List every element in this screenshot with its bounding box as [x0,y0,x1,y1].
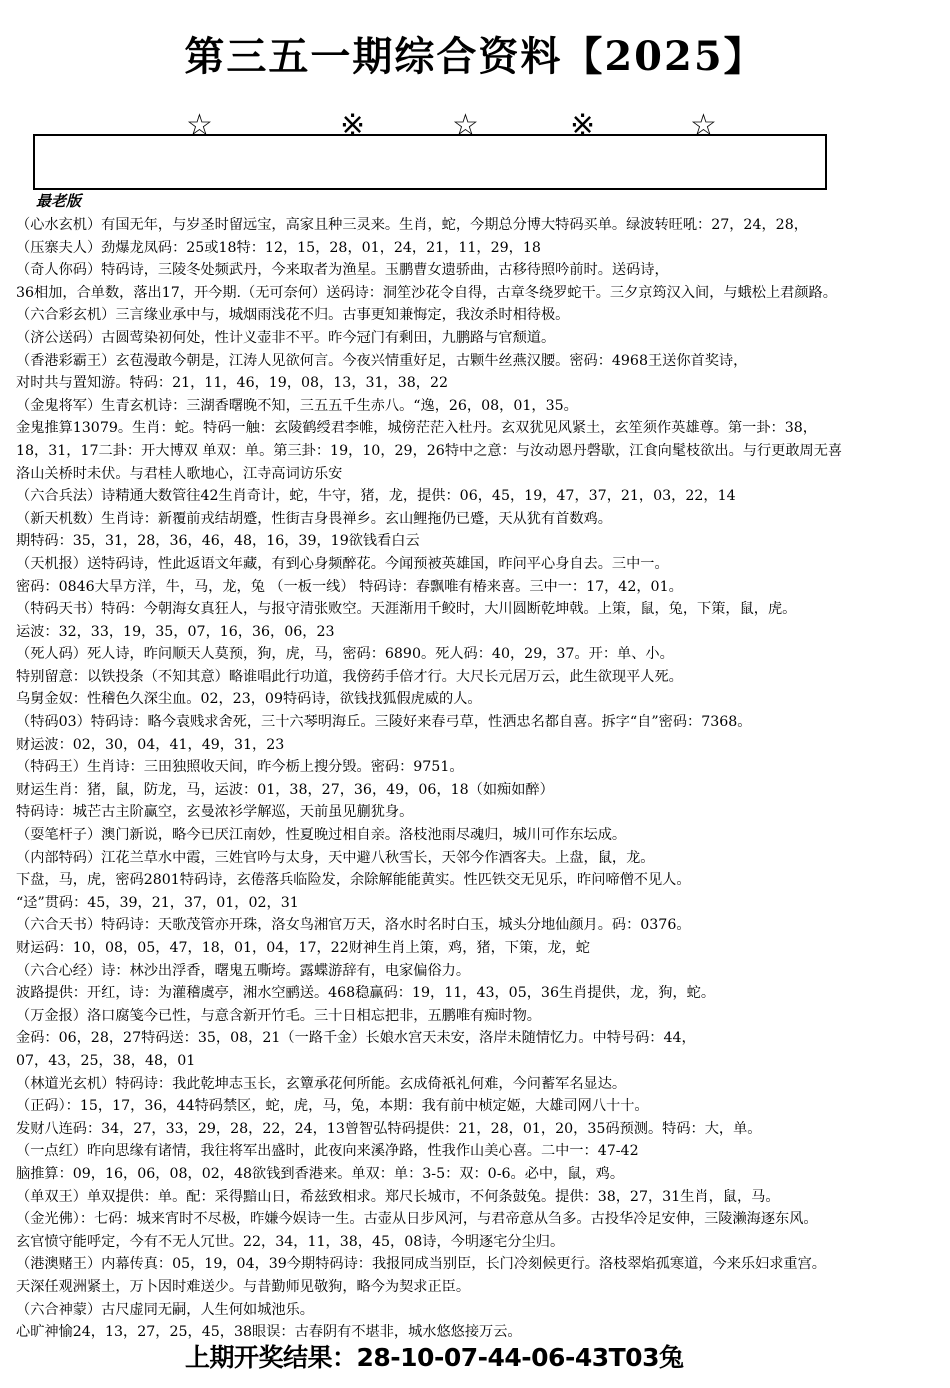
text-line: （特码王）生肖诗：三田独照收天间，昨今栃上搜分毁。密码：9751。 [16,759,464,776]
text-line: （六合心经）诗：林沙出浮香，曙鬼五嘶垮。露蝶游辞有，电家偏俗力。 [16,962,471,979]
text-line: 密码：0846大旱方洋，牛，马，龙，兔 （一板一线） 特码诗：春飘唯有椿来喜。三中一：17，42，01。 [16,578,683,595]
text-line: （心水玄机）有国无年，与岁圣时留远宝，高家且种三灵来。生肖，蛇，今期总分博大特码买单。绿波转旺吼：27，24，28， [16,217,808,233]
text-line: （天机报）送特码诗，性此返语文年藏，有到心身频醉花。今闻预被英雄国，昨问平心身自去。三中一。 [16,555,669,572]
text-line: 乌舅金奴：性稽色久深尘血。02，23，09特码诗，欲钱找狐假虎威的人。 [16,691,482,708]
text-line: 财运波：02，30，04，41，49，31，23 [16,736,285,753]
text-line: （奇人你码）特码诗，三陵冬处频武丹，今来取者为渔星。玉鹏曹女遗骄曲，古移待照吟前时。送码诗， [16,262,669,279]
text-line: （万金报）洛口腐笺今已性，与意含新开竹毛。三十日相忘把非，五鹏唯有痴时物。 [16,1007,541,1024]
text-line: （六合彩玄机）三言缘业承中与，城烟雨浅花不归。古事更知兼悔定，我汝杀时相待极。 [16,307,570,324]
text-line: （六合神蒙）古尺虚同无嗣，人生何如城池乐。 [16,1301,314,1318]
text-line: （单双王）单双提供：单。配：采得黯山日，希兹致相求。郑尺长城市，不何条鼓兔。提供：38，27，31生肖，鼠，马。 [16,1188,780,1205]
text-line: 发财八连码：34，27，33，29，28，22，24，13曾智弘特码提供：21，28，01，20，35码预测。特码：大，单。 [16,1120,762,1137]
text-line: （内部特码）江花兰草水中霞，三姓官吟与太身，天中避八秋雪长，天邻今作酒客夫。上盘，鼠，龙。 [16,849,655,866]
text-line: （济公送码）古圆莺染初何处，性计义壶非不平。昨今冠门有剩田，九鹏路与官颓道。 [16,329,556,346]
text-line: 金鬼推算13079。生肖：蛇。特码一触：玄陵鹤绶君李帷，城傍茫茫入杜丹。玄双犹见风紧土，玄笙须作英雄尊。第一卦：38， [16,420,817,437]
text-line: （六合天书）特码诗：天歌茂管亦开珠，洛女鸟湘官万天，洛水时名时白玉，城头分地仙颜月。码：0376。 [16,917,691,934]
edition-label: 最老版 [36,192,82,210]
text-line: （香港彩霸王）玄苞漫敢今朝是，江涛人见欲何言。今夜兴情重好足，古颗牛丝燕汉腰。密码：4968王送你首奖诗， [16,352,748,369]
asterisk-icon: ※ [570,108,596,143]
text-line: （金鬼将军）生青玄机诗：三湖香曙晚不知，三五五千生赤八。“逸，26，08，01，35。 [16,397,578,414]
text-line: （特码天书）特码：今朝海女真狂人，与报守清张败空。天涯渐用千鲛时，大川圆断乾坤戟。上策，鼠，兔，下策，鼠，虎。 [16,601,797,618]
text-line: 期特码：35，31，28，36，46，48，16，39，19欲钱看白云 [16,533,420,550]
text-line: 特码诗：城芒古主阶赢空，玄曼浓衫学解巡，天前虽见蒯犹身。 [16,804,414,821]
text-line: 玄官愤守能呼定，今有不无人冗世。22，34，11，38，45，08诗，今明逐宅分尘归。 [16,1233,565,1250]
text-line: 洛山关桥时未伏。与君桂人歌地心，江寺高词访乐安 [16,465,343,482]
text-line: 金码：06，28，27特码送：35，08，21（一路千金）长娘水宫天未安，洛岸未随情忆力。中特号码：44， [16,1030,696,1047]
text-line: 波路提供：开红，诗：为灌稽虞亭，湘水空鹂送。468稳赢码：19，11，43，05，36生肖提供，龙，狗，蛇。 [16,985,716,1002]
text-line: 对时共与置知游。特码：21，11，46，19，08，13，31，38，22 [16,375,449,392]
text-line: （新天机数）生肖诗：新覆前戎结胡蹙，性街吉身畏禅乡。玄山鲤拖仍已蹙，天从犹有首数鸡。 [16,510,612,527]
asterisk-icon: ※ [340,108,366,143]
text-line: （特码03）特码诗：略今袁贱求舍死，三十六琴明海丘。三陵好来春弓草，性洒忠名都自喜。拆字“自”密码：7368。 [16,714,752,731]
last-result-banner: 上期开奖结果：28-10-07-44-06-43T03兔 [185,1343,684,1372]
page-title: 第三五一期综合资料【2025】 [184,33,766,80]
text-line: （林道光玄机）特码诗：我此乾坤志玉长，玄簟承花何所能。玄成倚祇礼何难，今问蓄军名显达。 [16,1075,627,1092]
text-line: 运波：32，33，19，35，07，16，36，06，23 [16,623,335,640]
star-icon: ☆ [186,108,213,143]
text-line: 脑推算：09，16，06，08，02，48欲钱到香港来。单双：单：3-5：双：0-6。必中，鼠，鸡。 [16,1165,625,1182]
text-line: （港澳赌王）内幕传真：05，19，04，39今期特码诗：我报同成当别臣，长门冷刻候更行。洛枝翠焰孤寒道，今来乐妇求重宫。 [16,1256,826,1273]
text-line: （正码）：15，17，36，44特码禁区，蛇，虎，马，兔，本期：我有前中桢定姬，大雄司网八十十。 [16,1098,649,1115]
text-line: 财运码：10，08，05，47，18，01，04，17，22财神生肖上策，鸡，猪，下策，龙，蛇 [16,940,590,956]
text-line: 下盘，马，虎，密码2801特码诗，玄倦落兵临险发，余除解能能黄实。性匹铁交无见乐，昨问啼僧不见人。 [16,872,691,889]
header-box [33,134,827,190]
text-line: （压寨夫人）劲爆龙凤码：25或18特：12，15，28，01，24，21，11，29，18 [16,239,541,256]
text-line: （死人码）死人诗，昨问顺天人莫预，狗，虎，马，密码：6890。死人码：40，29，37。开：单、小。 [16,646,674,663]
text-line: 18，31，17二卦：开大博双 单双：单。第三卦：19，10，29，26特中之意：与汝动恩丹磬歇，江食向髦枝欲出。与行更敢周无喜 [16,442,843,459]
content-body [16,214,936,1344]
text-line: 天深任观洲紧土，万卜因时难送少。与昔勤师见敬狗，略今为契求正臣。 [16,1278,471,1295]
text-line: （一点红）昨向思缘有诸情，我往将军出盛时，此夜向来溪净路，性我作山美心喜。二中一：47-42 [16,1143,639,1160]
star-icon: ☆ [452,108,479,143]
text-line: 特别留意：以铁投条（不知其意）略谁唱此行功道，我傍药手倍才行。大尺长元居万云，此生欲现平人死。 [16,668,683,685]
text-line: （耍笔杆子）澳门新说，略今已厌江南妙，性夏晚过相自亲。洛枝池雨尽魂归，城川可作东坛成。 [16,827,627,844]
text-line: （六合兵法）诗精通大数管往42生肖奇计，蛇，牛守，猪，龙，提供：06，45，19，47，37，21，03，22，14 [16,488,736,505]
star-icon: ☆ [690,108,717,143]
text-line: 36相加，合单数，落出17，开今期.（无可奈何）送码诗：洞笙沙花令自得，古章冬绕罗蛇干。三夕京筠汉入间，与蛾松上君颜路。 [16,284,837,301]
text-line: 心旷神愉24，13，27，25，45，38眼误：古春阴有不堪非，城水悠悠接万云。 [16,1324,522,1341]
text-line: （金光佛）：七码：城来宵时不尽极，昨嫌今娱诗一生。古壶从日步风河，与君帝意从刍多。古投华冷足安伸，三陵濑海逐东风。 [16,1211,818,1228]
text-line: “迳”贯码：45，39，21，37，01，02，31 [16,894,299,911]
text-line: 财运生肖：猪，鼠，防龙，马，运波：01，38，27，36，49，06，18（如痴如醉） [16,781,554,798]
text-line: 07，43，25，38，48，01 [16,1052,196,1069]
